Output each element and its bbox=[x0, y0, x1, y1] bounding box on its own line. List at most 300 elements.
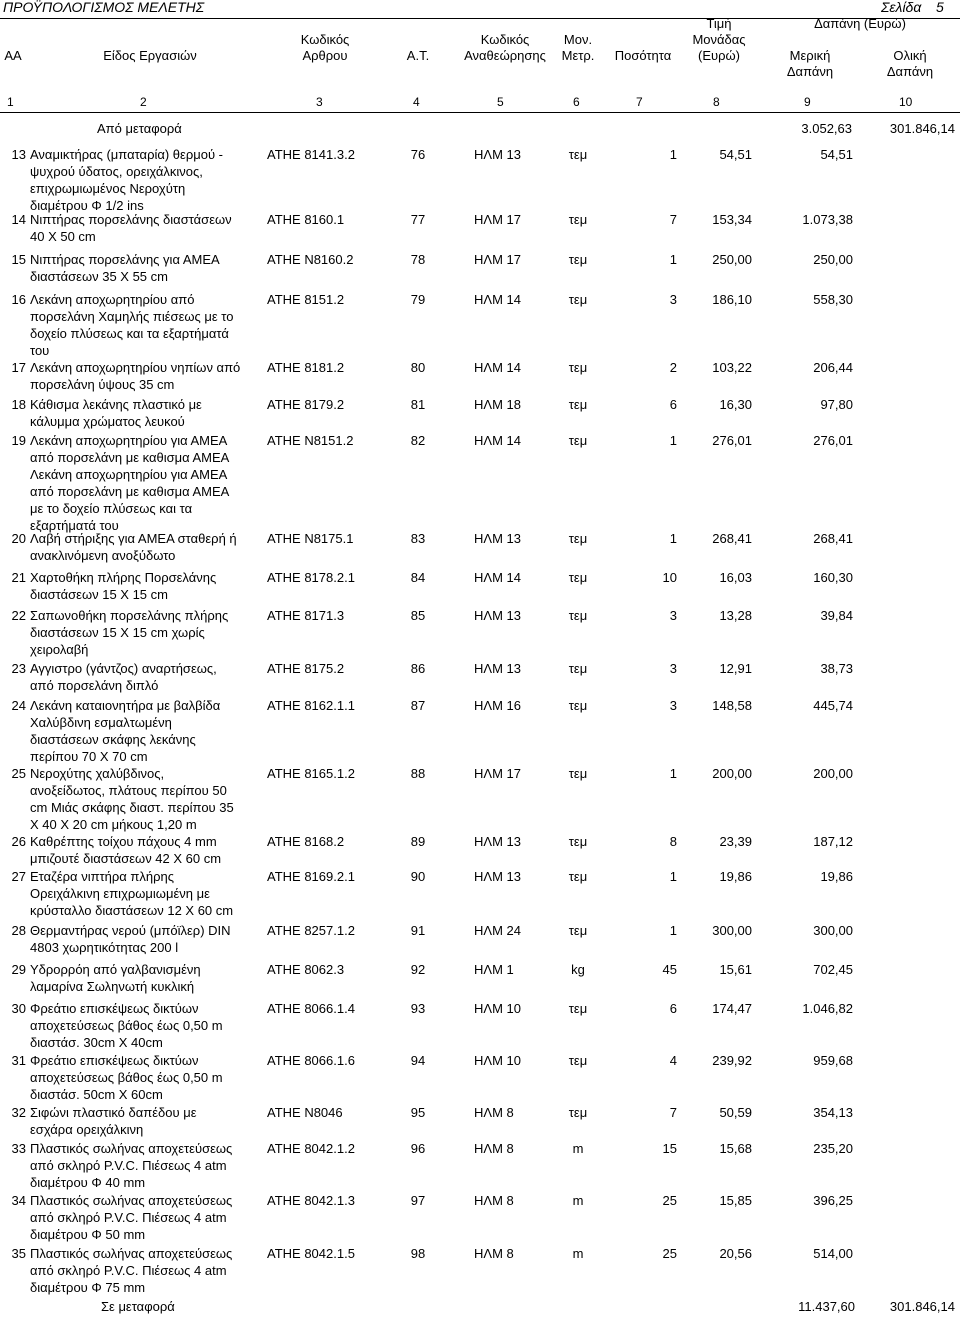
row-partial-cost: 97,80 bbox=[820, 397, 853, 412]
row-code: ΑΤΗΕ 8165.1.2 bbox=[267, 766, 355, 781]
row-quantity: 1 bbox=[669, 252, 677, 267]
row-description-line: διαστάσ. 30cm Χ 40cm bbox=[30, 1035, 163, 1050]
row-revision-code: ΗΛΜ 17 bbox=[474, 766, 521, 781]
row-quantity: 10 bbox=[662, 570, 677, 585]
row-unit-price: 50,59 bbox=[719, 1105, 752, 1120]
row-description bbox=[30, 1245, 265, 1296]
row-at: 98 bbox=[410, 1246, 426, 1261]
row-description bbox=[30, 1140, 265, 1191]
row-unit-price: 103,22 bbox=[712, 360, 752, 375]
row-aa: 34 bbox=[11, 1193, 26, 1208]
row-partial-cost: 514,00 bbox=[813, 1246, 853, 1261]
row-code: ΑΤΗΕ 8178.2.1 bbox=[267, 570, 355, 585]
row-description-line: 4803 χωρητικότητας 200 l bbox=[30, 940, 179, 955]
row-unit: τεμ bbox=[568, 212, 588, 227]
row-quantity: 15 bbox=[662, 1141, 677, 1156]
carry-out-label: Σε μεταφορά bbox=[101, 1299, 175, 1314]
row-description-line: διαστάσεων 35 Χ 55 cm bbox=[30, 269, 168, 284]
row-description-line: κάλυμμα χρώματος λευκού bbox=[30, 414, 185, 429]
row-partial-cost: 187,12 bbox=[813, 834, 853, 849]
row-code: ΑΤΗΕ 8169.2.1 bbox=[267, 869, 355, 884]
row-unit-price: 16,30 bbox=[719, 397, 752, 412]
row-quantity: 1 bbox=[669, 869, 677, 884]
row-description-line: Λεκάνη αποχωρητηρίου για ΑΜΕΑ bbox=[30, 467, 228, 482]
row-revision-code: ΗΛΜ 13 bbox=[474, 531, 521, 546]
carry-in-meriki: 3.052,63 bbox=[801, 121, 852, 136]
row-aa: 23 bbox=[11, 661, 26, 676]
row-partial-cost: 160,30 bbox=[813, 570, 853, 585]
row-aa: 30 bbox=[11, 1001, 26, 1016]
row-partial-cost: 250,00 bbox=[813, 252, 853, 267]
row-description bbox=[30, 607, 265, 658]
row-unit: τεμ bbox=[568, 433, 588, 448]
row-code: ΑΤΗΕ Ν8160.2 bbox=[267, 252, 354, 267]
row-code: ΑΤΗΕ Ν8151.2 bbox=[267, 433, 354, 448]
row-at: 84 bbox=[410, 570, 426, 585]
row-description-line: Νιπτήρας πορσελάνης διαστάσεων bbox=[30, 212, 232, 227]
row-description-line: ανακλινόμενη ανοξύδωτο bbox=[30, 548, 176, 563]
row-partial-cost: 200,00 bbox=[813, 766, 853, 781]
col-number-10: 10 bbox=[899, 95, 913, 109]
row-aa: 32 bbox=[11, 1105, 26, 1120]
header-rule bbox=[0, 112, 960, 113]
row-description bbox=[30, 961, 265, 995]
row-revision-code: ΗΛΜ 10 bbox=[474, 1001, 521, 1016]
row-quantity: 1 bbox=[669, 531, 677, 546]
row-quantity: 3 bbox=[669, 698, 677, 713]
row-revision-code: ΗΛΜ 13 bbox=[474, 147, 521, 162]
row-description-line: διαμέτρου Φ 40 mm bbox=[30, 1175, 146, 1190]
row-partial-cost: 38,73 bbox=[820, 661, 853, 676]
row-unit: m bbox=[572, 1246, 584, 1261]
row-description-line: διαμέτρου Φ 75 mm bbox=[30, 1280, 146, 1295]
row-unit-price: 23,39 bbox=[719, 834, 752, 849]
row-code: ΑΤΗΕ 8171.3 bbox=[267, 608, 345, 623]
row-revision-code: ΗΛΜ 14 bbox=[474, 360, 521, 375]
row-description-line: Πλαστικός σωλήνας αποχετεύσεως bbox=[30, 1246, 233, 1261]
row-description bbox=[30, 1192, 265, 1243]
page-title: ΠΡΟΫΠΟΛΟΓΙΣΜΟΣ ΜΕΛΕΤΗΣ bbox=[3, 0, 205, 15]
row-unit: τεμ bbox=[568, 292, 588, 307]
row-quantity: 1 bbox=[669, 923, 677, 938]
row-unit: τεμ bbox=[568, 698, 588, 713]
row-at: 94 bbox=[410, 1053, 426, 1068]
row-revision-code: ΗΛΜ 8 bbox=[474, 1193, 514, 1208]
row-aa: 20 bbox=[11, 531, 26, 546]
row-description-line: Φρεάτιο επισκέψεως δικτύων bbox=[30, 1053, 199, 1068]
row-unit-price: 200,00 bbox=[712, 766, 752, 781]
row-description bbox=[30, 1000, 265, 1051]
row-quantity: 3 bbox=[669, 661, 677, 676]
row-revision-code: ΗΛΜ 13 bbox=[474, 834, 521, 849]
row-at: 79 bbox=[410, 292, 426, 307]
row-quantity: 1 bbox=[669, 433, 677, 448]
row-partial-cost: 959,68 bbox=[813, 1053, 853, 1068]
row-revision-code: ΗΛΜ 8 bbox=[474, 1246, 514, 1261]
row-description-line: Νεροχύτης χαλύβδινος, bbox=[30, 766, 165, 781]
page-number: 5 bbox=[936, 0, 944, 15]
row-code: ΑΤΗΕ 8042.1.5 bbox=[267, 1246, 355, 1261]
row-description-line: από πορσελάνη με καθισμα ΑΜΕΑ bbox=[30, 450, 230, 465]
col-monada-2: Μετρ. bbox=[561, 48, 595, 63]
row-quantity: 4 bbox=[669, 1053, 677, 1068]
row-at: 88 bbox=[410, 766, 426, 781]
row-description-line: Νιπτήρας πορσελάνης για ΑΜΕΑ bbox=[30, 252, 220, 267]
row-description bbox=[30, 211, 265, 245]
row-partial-cost: 276,01 bbox=[813, 433, 853, 448]
row-code: ΑΤΗΕ 8257.1.2 bbox=[267, 923, 355, 938]
row-aa: 33 bbox=[11, 1141, 26, 1156]
row-unit: τεμ bbox=[568, 608, 588, 623]
row-description-line: Λεκάνη αποχωρητηρίου από bbox=[30, 292, 195, 307]
row-revision-code: ΗΛΜ 14 bbox=[474, 433, 521, 448]
row-description-line: Σαπωνοθήκη πορσελάνης πλήρης bbox=[30, 608, 229, 623]
col-kodikos-anatheorisis-2: Αναθεώρησης bbox=[464, 48, 546, 63]
row-aa: 25 bbox=[11, 766, 26, 781]
row-at: 89 bbox=[410, 834, 426, 849]
col-number-8: 8 bbox=[713, 95, 720, 109]
row-at: 77 bbox=[410, 212, 426, 227]
row-unit-price: 15,68 bbox=[719, 1141, 752, 1156]
row-description-line: Ορειχάλκινη επιχρωμιωμένη με bbox=[30, 886, 210, 901]
row-aa: 31 bbox=[11, 1053, 26, 1068]
row-description-line: Φρεάτιο επισκέψεως δικτύων bbox=[30, 1001, 199, 1016]
row-unit-price: 15,61 bbox=[719, 962, 752, 977]
row-description-line: αποχετεύσεως βάθος έως 0,50 m bbox=[30, 1070, 223, 1085]
row-description-line: 40 Χ 50 cm bbox=[30, 229, 96, 244]
col-dapani-group: Δαπάνη (Ευρώ) bbox=[814, 16, 906, 31]
row-code: ΑΤΗΕ 8168.2 bbox=[267, 834, 345, 849]
row-description bbox=[30, 291, 265, 359]
col-number-3: 3 bbox=[316, 95, 323, 109]
row-aa: 17 bbox=[11, 360, 26, 375]
row-quantity: 45 bbox=[662, 962, 677, 977]
row-description bbox=[30, 697, 265, 765]
row-unit-price: 268,41 bbox=[712, 531, 752, 546]
row-partial-cost: 39,84 bbox=[820, 608, 853, 623]
row-partial-cost: 354,13 bbox=[813, 1105, 853, 1120]
col-timi-3: (Ευρώ) bbox=[698, 48, 740, 63]
row-code: ΑΤΗΕ 8179.2 bbox=[267, 397, 345, 412]
row-description-line: ανοξείδωτος, πλάτους περίπου 50 bbox=[30, 783, 227, 798]
page-label: Σελίδα bbox=[881, 0, 922, 15]
row-unit: τεμ bbox=[568, 252, 588, 267]
col-kodikos-arthrou-1: Κωδικός bbox=[300, 32, 350, 47]
row-description-line: Λεκάνη αποχωρητηρίου νηπίων από bbox=[30, 360, 241, 375]
col-meriki-2: Δαπάνη bbox=[786, 64, 834, 79]
row-code: ΑΤΗΕ Ν8175.1 bbox=[267, 531, 354, 546]
row-at: 85 bbox=[410, 608, 426, 623]
row-description-line: διαστάσ. 50cm Χ 60cm bbox=[30, 1087, 163, 1102]
row-revision-code: ΗΛΜ 13 bbox=[474, 661, 521, 676]
carry-out-meriki: 11.437,60 bbox=[798, 1299, 855, 1314]
row-aa: 28 bbox=[11, 923, 26, 938]
row-aa: 27 bbox=[11, 869, 26, 884]
row-description-line: πορσελάνη ύψους 35 cm bbox=[30, 377, 175, 392]
row-at: 97 bbox=[410, 1193, 426, 1208]
row-quantity: 8 bbox=[669, 834, 677, 849]
col-timi-2: Μονάδας bbox=[692, 32, 746, 47]
row-description bbox=[30, 660, 265, 694]
row-partial-cost: 268,41 bbox=[813, 531, 853, 546]
row-description-line: επιχρωμιωμένος Νεροχύτη bbox=[30, 181, 186, 196]
row-description-line: Θερμαντήρας νερού (μπόϊλερ) DIN bbox=[30, 923, 231, 938]
row-revision-code: ΗΛΜ 13 bbox=[474, 608, 521, 623]
row-partial-cost: 235,20 bbox=[813, 1141, 853, 1156]
carry-in-label: Από μεταφορά bbox=[97, 121, 182, 136]
col-kodikos-arthrou-2: Αρθρου bbox=[302, 48, 348, 63]
row-unit-price: 16,03 bbox=[719, 570, 752, 585]
row-unit: τεμ bbox=[568, 661, 588, 676]
row-description-line: Καθρέπτης τοίχου πάχους 4 mm bbox=[30, 834, 217, 849]
row-aa: 35 bbox=[11, 1246, 26, 1261]
row-unit: τεμ bbox=[568, 570, 588, 585]
row-quantity: 7 bbox=[669, 212, 677, 227]
row-description-line: από σκληρό P.V.C. Πιέσεως 4 atm bbox=[30, 1158, 227, 1173]
row-description-line: διαστάσεων 15 Χ 15 cm bbox=[30, 587, 168, 602]
row-at: 81 bbox=[410, 397, 426, 412]
row-unit: τεμ bbox=[568, 923, 588, 938]
row-quantity: 25 bbox=[662, 1193, 677, 1208]
row-code: ΑΤΗΕ Ν8046 bbox=[267, 1105, 343, 1120]
row-description-line: από πορσελάνη διπλό bbox=[30, 678, 159, 693]
row-description-line: Υδρορρόη από γαλβανισμένη bbox=[30, 962, 201, 977]
row-unit-price: 148,58 bbox=[712, 698, 752, 713]
row-aa: 26 bbox=[11, 834, 26, 849]
col-meriki-1: Μερική bbox=[789, 48, 831, 63]
row-description-line: με το δοχείο πλύσεως και τα bbox=[30, 501, 193, 516]
row-unit: τεμ bbox=[568, 834, 588, 849]
row-aa: 15 bbox=[11, 252, 26, 267]
row-quantity: 6 bbox=[669, 1001, 677, 1016]
row-quantity: 6 bbox=[669, 397, 677, 412]
row-description-line: δοχείο πλύσεως και τα εξαρτήματά bbox=[30, 326, 229, 341]
row-description-line: εξαρτήματά του bbox=[30, 518, 119, 533]
row-at: 91 bbox=[410, 923, 426, 938]
row-unit-price: 20,56 bbox=[719, 1246, 752, 1261]
row-aa: 22 bbox=[11, 608, 26, 623]
row-revision-code: ΗΛΜ 8 bbox=[474, 1141, 514, 1156]
row-unit-price: 174,47 bbox=[712, 1001, 752, 1016]
row-revision-code: ΗΛΜ 13 bbox=[474, 869, 521, 884]
row-description-line: περίπου 70 Χ 70 cm bbox=[30, 749, 148, 764]
row-partial-cost: 300,00 bbox=[813, 923, 853, 938]
row-code: ΑΤΗΕ 8062.3 bbox=[267, 962, 345, 977]
row-aa: 18 bbox=[11, 397, 26, 412]
row-aa: 19 bbox=[11, 433, 26, 448]
row-code: ΑΤΗΕ 8066.1.4 bbox=[267, 1001, 355, 1016]
row-quantity: 7 bbox=[669, 1105, 677, 1120]
row-partial-cost: 19,86 bbox=[820, 869, 853, 884]
row-aa: 14 bbox=[11, 212, 26, 227]
col-kodikos-anatheorisis-1: Κωδικός bbox=[480, 32, 530, 47]
row-revision-code: ΗΛΜ 10 bbox=[474, 1053, 521, 1068]
row-unit-price: 12,91 bbox=[719, 661, 752, 676]
row-description-line: ψυχρού ύδατος, ορειχάλκινος, bbox=[30, 164, 203, 179]
row-description-line: cm Μιάς σκάφης διαστ. περίπου 35 bbox=[30, 800, 234, 815]
row-description-line: λαμαρίνα Σωληνωτή κυκλική bbox=[30, 979, 195, 994]
row-unit-price: 153,34 bbox=[712, 212, 752, 227]
row-unit: τεμ bbox=[568, 869, 588, 884]
col-aa: AA bbox=[4, 48, 22, 63]
row-code: ΑΤΗΕ 8151.2 bbox=[267, 292, 345, 307]
row-description bbox=[30, 922, 265, 956]
row-at: 80 bbox=[410, 360, 426, 375]
row-description-line: διαστάσεων 15 Χ 15 cm χωρίς bbox=[30, 625, 205, 640]
row-description-line: Λεκάνη αποχωρητηρίου για ΑΜΕΑ bbox=[30, 433, 228, 448]
row-description-line: εσχάρα ορειχάλκινη bbox=[30, 1122, 144, 1137]
row-unit-price: 300,00 bbox=[712, 923, 752, 938]
col-number-1: 1 bbox=[7, 95, 14, 109]
row-unit-price: 250,00 bbox=[712, 252, 752, 267]
row-quantity: 3 bbox=[669, 608, 677, 623]
col-number-7: 7 bbox=[636, 95, 643, 109]
row-revision-code: ΗΛΜ 1 bbox=[474, 962, 514, 977]
carry-out-oliki: 301.846,14 bbox=[889, 1299, 955, 1314]
carry-in-oliki: 301.846,14 bbox=[889, 121, 955, 136]
row-partial-cost: 206,44 bbox=[813, 360, 853, 375]
col-oliki-2: Δαπάνη bbox=[886, 64, 934, 79]
row-unit: τεμ bbox=[568, 1053, 588, 1068]
row-description-line: διαστάσεων σκάφης λεκάνης bbox=[30, 732, 196, 747]
col-at: Α.Τ. bbox=[406, 48, 430, 63]
row-revision-code: ΗΛΜ 17 bbox=[474, 252, 521, 267]
col-number-4: 4 bbox=[413, 95, 420, 109]
row-partial-cost: 396,25 bbox=[813, 1193, 853, 1208]
row-description-line: του bbox=[30, 343, 50, 358]
row-description-line: Πλαστικός σωλήνας αποχετεύσεως bbox=[30, 1141, 233, 1156]
row-description-line: Αναμικτήρας (μπαταρία) θερμού - bbox=[30, 147, 224, 162]
row-partial-cost: 702,45 bbox=[813, 962, 853, 977]
row-at: 92 bbox=[410, 962, 426, 977]
row-quantity: 25 bbox=[662, 1246, 677, 1261]
row-at: 93 bbox=[410, 1001, 426, 1016]
col-timi-1: Τιμή bbox=[706, 16, 732, 31]
row-description-line: από σκληρό P.V.C. Πιέσεως 4 atm bbox=[30, 1210, 227, 1225]
row-partial-cost: 1.046,82 bbox=[802, 1001, 853, 1016]
col-number-6: 6 bbox=[573, 95, 580, 109]
row-description-line: Εταζέρα νιπτήρα πλήρης bbox=[30, 869, 175, 884]
row-at: 87 bbox=[410, 698, 426, 713]
row-description-line: Πλαστικός σωλήνας αποχετεύσεως bbox=[30, 1193, 233, 1208]
row-revision-code: ΗΛΜ 14 bbox=[474, 292, 521, 307]
col-number-2: 2 bbox=[140, 95, 147, 109]
row-aa: 21 bbox=[11, 570, 26, 585]
row-unit-price: 276,01 bbox=[712, 433, 752, 448]
row-code: ΑΤΗΕ 8042.1.2 bbox=[267, 1141, 355, 1156]
row-description-line: Αγγιστρο (γάντζος) αναρτήσεως, bbox=[30, 661, 217, 676]
row-aa: 16 bbox=[11, 292, 26, 307]
row-unit-price: 13,28 bbox=[719, 608, 752, 623]
row-description-line: Χαρτοθήκη πλήρης Πορσελάνης bbox=[30, 570, 217, 585]
row-at: 76 bbox=[410, 147, 426, 162]
row-partial-cost: 54,51 bbox=[820, 147, 853, 162]
row-revision-code: ΗΛΜ 24 bbox=[474, 923, 521, 938]
row-unit: τεμ bbox=[568, 397, 588, 412]
col-number-5: 5 bbox=[497, 95, 504, 109]
row-description-line: Λεκάνη καταιονητήρα με βαλβίδα bbox=[30, 698, 221, 713]
row-description bbox=[30, 432, 265, 534]
row-description bbox=[30, 146, 265, 214]
row-at: 96 bbox=[410, 1141, 426, 1156]
row-at: 95 bbox=[410, 1105, 426, 1120]
row-description bbox=[30, 868, 265, 919]
row-quantity: 2 bbox=[669, 360, 677, 375]
row-revision-code: ΗΛΜ 18 bbox=[474, 397, 521, 412]
row-description bbox=[30, 569, 265, 603]
row-unit-price: 15,85 bbox=[719, 1193, 752, 1208]
row-description-line: διαμέτρου Φ 50 mm bbox=[30, 1227, 146, 1242]
row-description-line: Χ 40 Χ 20 cm μήκους 1,20 m bbox=[30, 817, 197, 832]
row-description-line: από σκληρό P.V.C. Πιέσεως 4 atm bbox=[30, 1263, 227, 1278]
row-aa: 29 bbox=[11, 962, 26, 977]
row-revision-code: ΗΛΜ 14 bbox=[474, 570, 521, 585]
row-code: ΑΤΗΕ 8141.3.2 bbox=[267, 147, 355, 162]
row-code: ΑΤΗΕ 8042.1.3 bbox=[267, 1193, 355, 1208]
col-monada-1: Μον. bbox=[563, 32, 593, 47]
row-unit-price: 186,10 bbox=[712, 292, 752, 307]
row-description-line: από πορσελάνη με καθισμα ΑΜΕΑ bbox=[30, 484, 230, 499]
row-at: 78 bbox=[410, 252, 426, 267]
row-description-line: Χαλύβδινη εσμαλτωμένη bbox=[30, 715, 172, 730]
row-revision-code: ΗΛΜ 16 bbox=[474, 698, 521, 713]
row-quantity: 3 bbox=[669, 292, 677, 307]
row-partial-cost: 1.073,38 bbox=[802, 212, 853, 227]
row-unit: τεμ bbox=[568, 1105, 588, 1120]
row-description-line: αποχετεύσεως βάθος έως 0,50 m bbox=[30, 1018, 223, 1033]
row-revision-code: ΗΛΜ 17 bbox=[474, 212, 521, 227]
row-at: 82 bbox=[410, 433, 426, 448]
row-description bbox=[30, 1052, 265, 1103]
row-description-line: πορσελάνη Χαμηλής πιέσεως με το bbox=[30, 309, 234, 324]
row-partial-cost: 558,30 bbox=[813, 292, 853, 307]
row-revision-code: ΗΛΜ 8 bbox=[474, 1105, 514, 1120]
row-unit: τεμ bbox=[568, 531, 588, 546]
row-at: 90 bbox=[410, 869, 426, 884]
col-oliki-1: Ολική bbox=[893, 48, 927, 63]
row-description bbox=[30, 765, 265, 833]
row-aa: 13 bbox=[11, 147, 26, 162]
row-code: ΑΤΗΕ 8066.1.6 bbox=[267, 1053, 355, 1068]
row-description bbox=[30, 530, 265, 564]
row-quantity: 1 bbox=[669, 766, 677, 781]
row-code: ΑΤΗΕ 8181.2 bbox=[267, 360, 345, 375]
row-quantity: 1 bbox=[669, 147, 677, 162]
col-eidos: Είδος Εργασιών bbox=[103, 48, 197, 63]
row-description-line: χειρολαβή bbox=[30, 642, 89, 657]
row-unit: m bbox=[572, 1193, 584, 1208]
row-description bbox=[30, 251, 265, 285]
row-unit: τεμ bbox=[568, 1001, 588, 1016]
row-unit: τεμ bbox=[568, 766, 588, 781]
row-unit: τεμ bbox=[568, 147, 588, 162]
row-code: ΑΤΗΕ 8175.2 bbox=[267, 661, 345, 676]
row-description-line: διαμέτρου Φ 1/2 ins bbox=[30, 198, 144, 213]
row-unit-price: 54,51 bbox=[719, 147, 752, 162]
row-unit-price: 19,86 bbox=[719, 869, 752, 884]
row-unit-price: 239,92 bbox=[712, 1053, 752, 1068]
row-at: 86 bbox=[410, 661, 426, 676]
row-aa: 24 bbox=[11, 698, 26, 713]
row-code: ΑΤΗΕ 8160.1 bbox=[267, 212, 345, 227]
row-description-line: Κάθισμα λεκάνης πλαστικό με bbox=[30, 397, 202, 412]
row-unit: m bbox=[572, 1141, 584, 1156]
row-description-line: Λαβή στήριξης για ΑΜΕΑ σταθερή ή bbox=[30, 531, 237, 546]
col-posotita: Ποσότητα bbox=[614, 48, 672, 63]
row-description-line: κρύσταλλο διαστάσεων 12 Χ 60 cm bbox=[30, 903, 234, 918]
row-description-line: μπιζουτέ διαστάσεων 42 Χ 60 cm bbox=[30, 851, 222, 866]
row-description bbox=[30, 833, 265, 867]
